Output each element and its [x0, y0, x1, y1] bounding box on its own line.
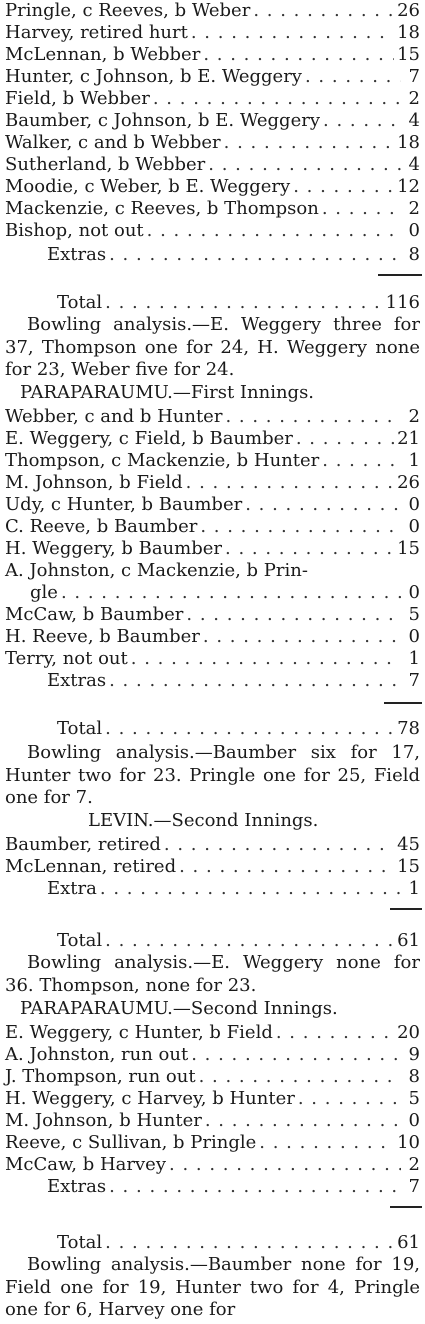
batting-row: [5, 582, 420, 604]
batting-row: [5, 22, 420, 44]
batsman: Udy, c Hunter, b Baumber: [5, 494, 243, 515]
leader-dots: [253, 0, 394, 22]
batting-row: [5, 604, 420, 626]
leader-dots: [225, 538, 394, 560]
batsman: Baumber, c Johnson, b E. Weggery: [5, 110, 320, 131]
runs: 20: [397, 1022, 420, 1043]
batsman: Baumber, retired: [5, 834, 161, 855]
leader-dots: [186, 472, 394, 494]
batting-row: [5, 1154, 420, 1176]
bowling-analysis: Bowling analysis.—Baumber six for 17, Hunter two for 23. Pringle one for 25, Field one for 7.: [5, 742, 420, 808]
batsman: Bishop, not out: [5, 220, 144, 241]
bowling-analysis: Bowling analysis.—E. Weggery three for 37, Thompson one for 24, H. Weggery none for 23, Weber five for 24.: [5, 314, 420, 380]
runs: 21: [397, 428, 420, 449]
runs: 15: [397, 538, 420, 559]
batting-row: [5, 538, 420, 560]
extras-label: Extras: [47, 670, 107, 691]
total-row: [5, 1232, 420, 1254]
total-row: [5, 718, 420, 740]
batsman: Moodie, c Weber, b E. Weggery: [5, 176, 291, 197]
leader-dots: [293, 176, 394, 198]
runs: 5: [408, 604, 420, 625]
batsman: McLennan, b Webber: [5, 44, 201, 65]
runs: 12: [397, 176, 420, 197]
batting-row: [5, 856, 420, 878]
runs: 15: [397, 856, 420, 877]
total-rule: [390, 908, 422, 910]
batsman: Terry, not out: [5, 648, 128, 669]
runs: 26: [397, 472, 420, 493]
leader-dots: [205, 1110, 401, 1132]
leader-dots: [164, 834, 394, 856]
leader-dots: [276, 1022, 394, 1044]
batsman: McCaw, b Baumber: [5, 604, 184, 625]
batsman: H. Reeve, b Baumber: [5, 626, 200, 647]
extras-row: [5, 878, 420, 900]
runs: 0: [408, 582, 420, 603]
extras-value: 8: [408, 244, 420, 265]
total-rule: [390, 1206, 422, 1208]
runs: 4: [408, 154, 420, 175]
leader-dots: [259, 1132, 394, 1154]
total-value: 78: [397, 718, 420, 739]
runs: 18: [397, 22, 420, 43]
innings-heading: PARAPARAUMU.—Second Innings.: [20, 998, 338, 1019]
leader-dots: [153, 88, 401, 110]
leader-dots: [322, 450, 401, 472]
leader-dots: [245, 494, 401, 516]
leader-dots: [199, 1066, 401, 1088]
batting-row: [5, 1088, 420, 1110]
total-rule: [384, 702, 422, 704]
batting-row: [5, 516, 420, 538]
batsman: Walker, c and b Webber: [5, 132, 221, 153]
extras-value: 1: [408, 878, 420, 899]
runs: 26: [397, 0, 420, 21]
total-value: 61: [397, 930, 420, 951]
batting-row: [5, 1022, 420, 1044]
extras-label: Extras: [47, 1176, 107, 1197]
extras-row: [5, 244, 420, 266]
leader-dots: [186, 604, 401, 626]
runs: 2: [408, 1154, 420, 1175]
total-label: Total: [57, 718, 103, 739]
batsman: Field, b Webber: [5, 88, 150, 109]
batting-row: [5, 472, 420, 494]
runs: 0: [408, 516, 420, 537]
batting-row: [5, 220, 420, 242]
runs: 18: [397, 132, 420, 153]
total-label: Total: [57, 292, 103, 313]
extras-label: Extra: [47, 878, 97, 899]
runs: 7: [408, 66, 420, 87]
batting-row: [5, 1044, 420, 1066]
batting-row: [5, 428, 420, 450]
extras-value: 7: [408, 1176, 420, 1197]
runs: 15: [397, 44, 420, 65]
leader-dots: [208, 154, 401, 176]
runs: 1: [408, 450, 420, 471]
leader-dots: [323, 110, 401, 132]
runs: 1: [408, 648, 420, 669]
batsman: C. Reeve, b Baumber: [5, 516, 198, 537]
batsman: Sutherland, b Webber: [5, 154, 206, 175]
batsman: J. Thompson, run out: [5, 1066, 196, 1087]
batting-row: [5, 198, 420, 220]
batting-row: [5, 154, 420, 176]
batsman: H. Weggery, b Baumber: [5, 538, 222, 559]
leader-dots: [100, 878, 401, 900]
batsman: McCaw, b Harvey: [5, 1154, 166, 1175]
total-value: 116: [385, 292, 420, 313]
runs: 2: [408, 88, 420, 109]
leader-dots: [191, 1044, 401, 1066]
total-label: Total: [57, 930, 103, 951]
total-rule: [378, 274, 422, 276]
batting-row: [5, 648, 420, 670]
batsman: Harvey, retired hurt: [5, 22, 188, 43]
batting-row: [5, 0, 420, 22]
bowling-analysis: Bowling analysis.—E. Weggery none for 36. Thompson, none for 23.: [5, 952, 420, 996]
batsman: H. Weggery, c Harvey, b Hunter: [5, 1088, 295, 1109]
runs: 2: [408, 406, 420, 427]
total-row: [5, 292, 420, 314]
leader-dots: [105, 1232, 394, 1254]
leader-dots: [105, 718, 394, 740]
total-label: Total: [57, 1232, 103, 1253]
batsman: A. Johnston, run out: [5, 1044, 189, 1065]
runs: 9: [408, 1044, 420, 1065]
batting-row: [5, 494, 420, 516]
leader-dots: [298, 1088, 401, 1110]
batsman: Webber, c and b Hunter: [5, 406, 223, 427]
batsman: McLennan, retired: [5, 856, 177, 877]
total-row: [5, 930, 420, 952]
batting-row: [5, 406, 420, 428]
batsman: M. Johnson, b Hunter: [5, 1110, 202, 1131]
batsman: Reeve, c Sullivan, b Pringle: [5, 1132, 257, 1153]
batsman: A. Johnston, c Mackenzie, b Prin-: [5, 560, 308, 581]
leader-dots: [203, 626, 401, 648]
leader-dots: [322, 198, 401, 220]
batsman: Mackenzie, c Reeves, b Thompson: [5, 198, 319, 219]
leader-dots: [109, 1176, 401, 1198]
leader-dots: [105, 930, 394, 952]
extras-label: Extras: [47, 244, 107, 265]
batsman: Thompson, c Mackenzie, b Hunter: [5, 450, 320, 471]
leader-dots: [179, 856, 394, 878]
runs: 0: [408, 220, 420, 241]
batsman: Pringle, c Reeves, b Weber: [5, 0, 251, 21]
batting-row: [5, 1132, 420, 1154]
batsman: M. Johnson, b Field: [5, 472, 183, 493]
innings-heading: PARAPARAUMU.—First Innings.: [20, 382, 315, 403]
leader-dots: [191, 22, 394, 44]
leader-dots: [224, 132, 394, 154]
runs: 45: [397, 834, 420, 855]
leader-dots: [105, 292, 382, 314]
leader-dots: [200, 516, 401, 538]
batting-row: [5, 1110, 420, 1132]
batting-row: [5, 626, 420, 648]
batting-row: [5, 66, 420, 88]
leader-dots: [61, 582, 401, 604]
runs: 0: [408, 626, 420, 647]
batting-row: [5, 1066, 420, 1088]
leader-dots: [109, 244, 401, 266]
leader-dots: [203, 44, 394, 66]
leader-dots: [225, 406, 401, 428]
batting-row: [5, 834, 420, 856]
innings-heading: LEVIN.—Second Innings.: [88, 810, 319, 831]
leader-dots: [147, 220, 401, 242]
runs: 5: [408, 1088, 420, 1109]
batting-row: [5, 176, 420, 198]
extras-row: [5, 670, 420, 692]
leader-dots: [109, 670, 401, 692]
batting-row: [5, 560, 420, 582]
total-value: 61: [397, 1232, 420, 1253]
batsman: Hunter, c Johnson, b E. Weggery: [5, 66, 302, 87]
batting-row: [5, 44, 420, 66]
extras-row: [5, 1176, 420, 1198]
batsman: gle: [30, 582, 58, 603]
leader-dots: [131, 648, 401, 670]
batting-row: [5, 450, 420, 472]
runs: 0: [408, 1110, 420, 1131]
runs: 4: [408, 110, 420, 131]
runs: 2: [408, 198, 420, 219]
runs: 8: [408, 1066, 420, 1087]
batting-row: [5, 132, 420, 154]
leader-dots: [169, 1154, 401, 1176]
runs: 0: [408, 494, 420, 515]
leader-dots: [305, 66, 401, 88]
batsman: E. Weggery, c Field, b Baumber: [5, 428, 293, 449]
runs: 10: [397, 1132, 420, 1153]
batsman: E. Weggery, c Hunter, b Field: [5, 1022, 273, 1043]
extras-value: 7: [408, 670, 420, 691]
batting-row: [5, 88, 420, 110]
bowling-analysis: Bowling analysis.—Baumber none for 19, Field one for 19, Hunter two for 4, Pringle one for 6, Harvey one for: [5, 1254, 420, 1320]
batting-row: [5, 110, 420, 132]
leader-dots: [296, 428, 394, 450]
